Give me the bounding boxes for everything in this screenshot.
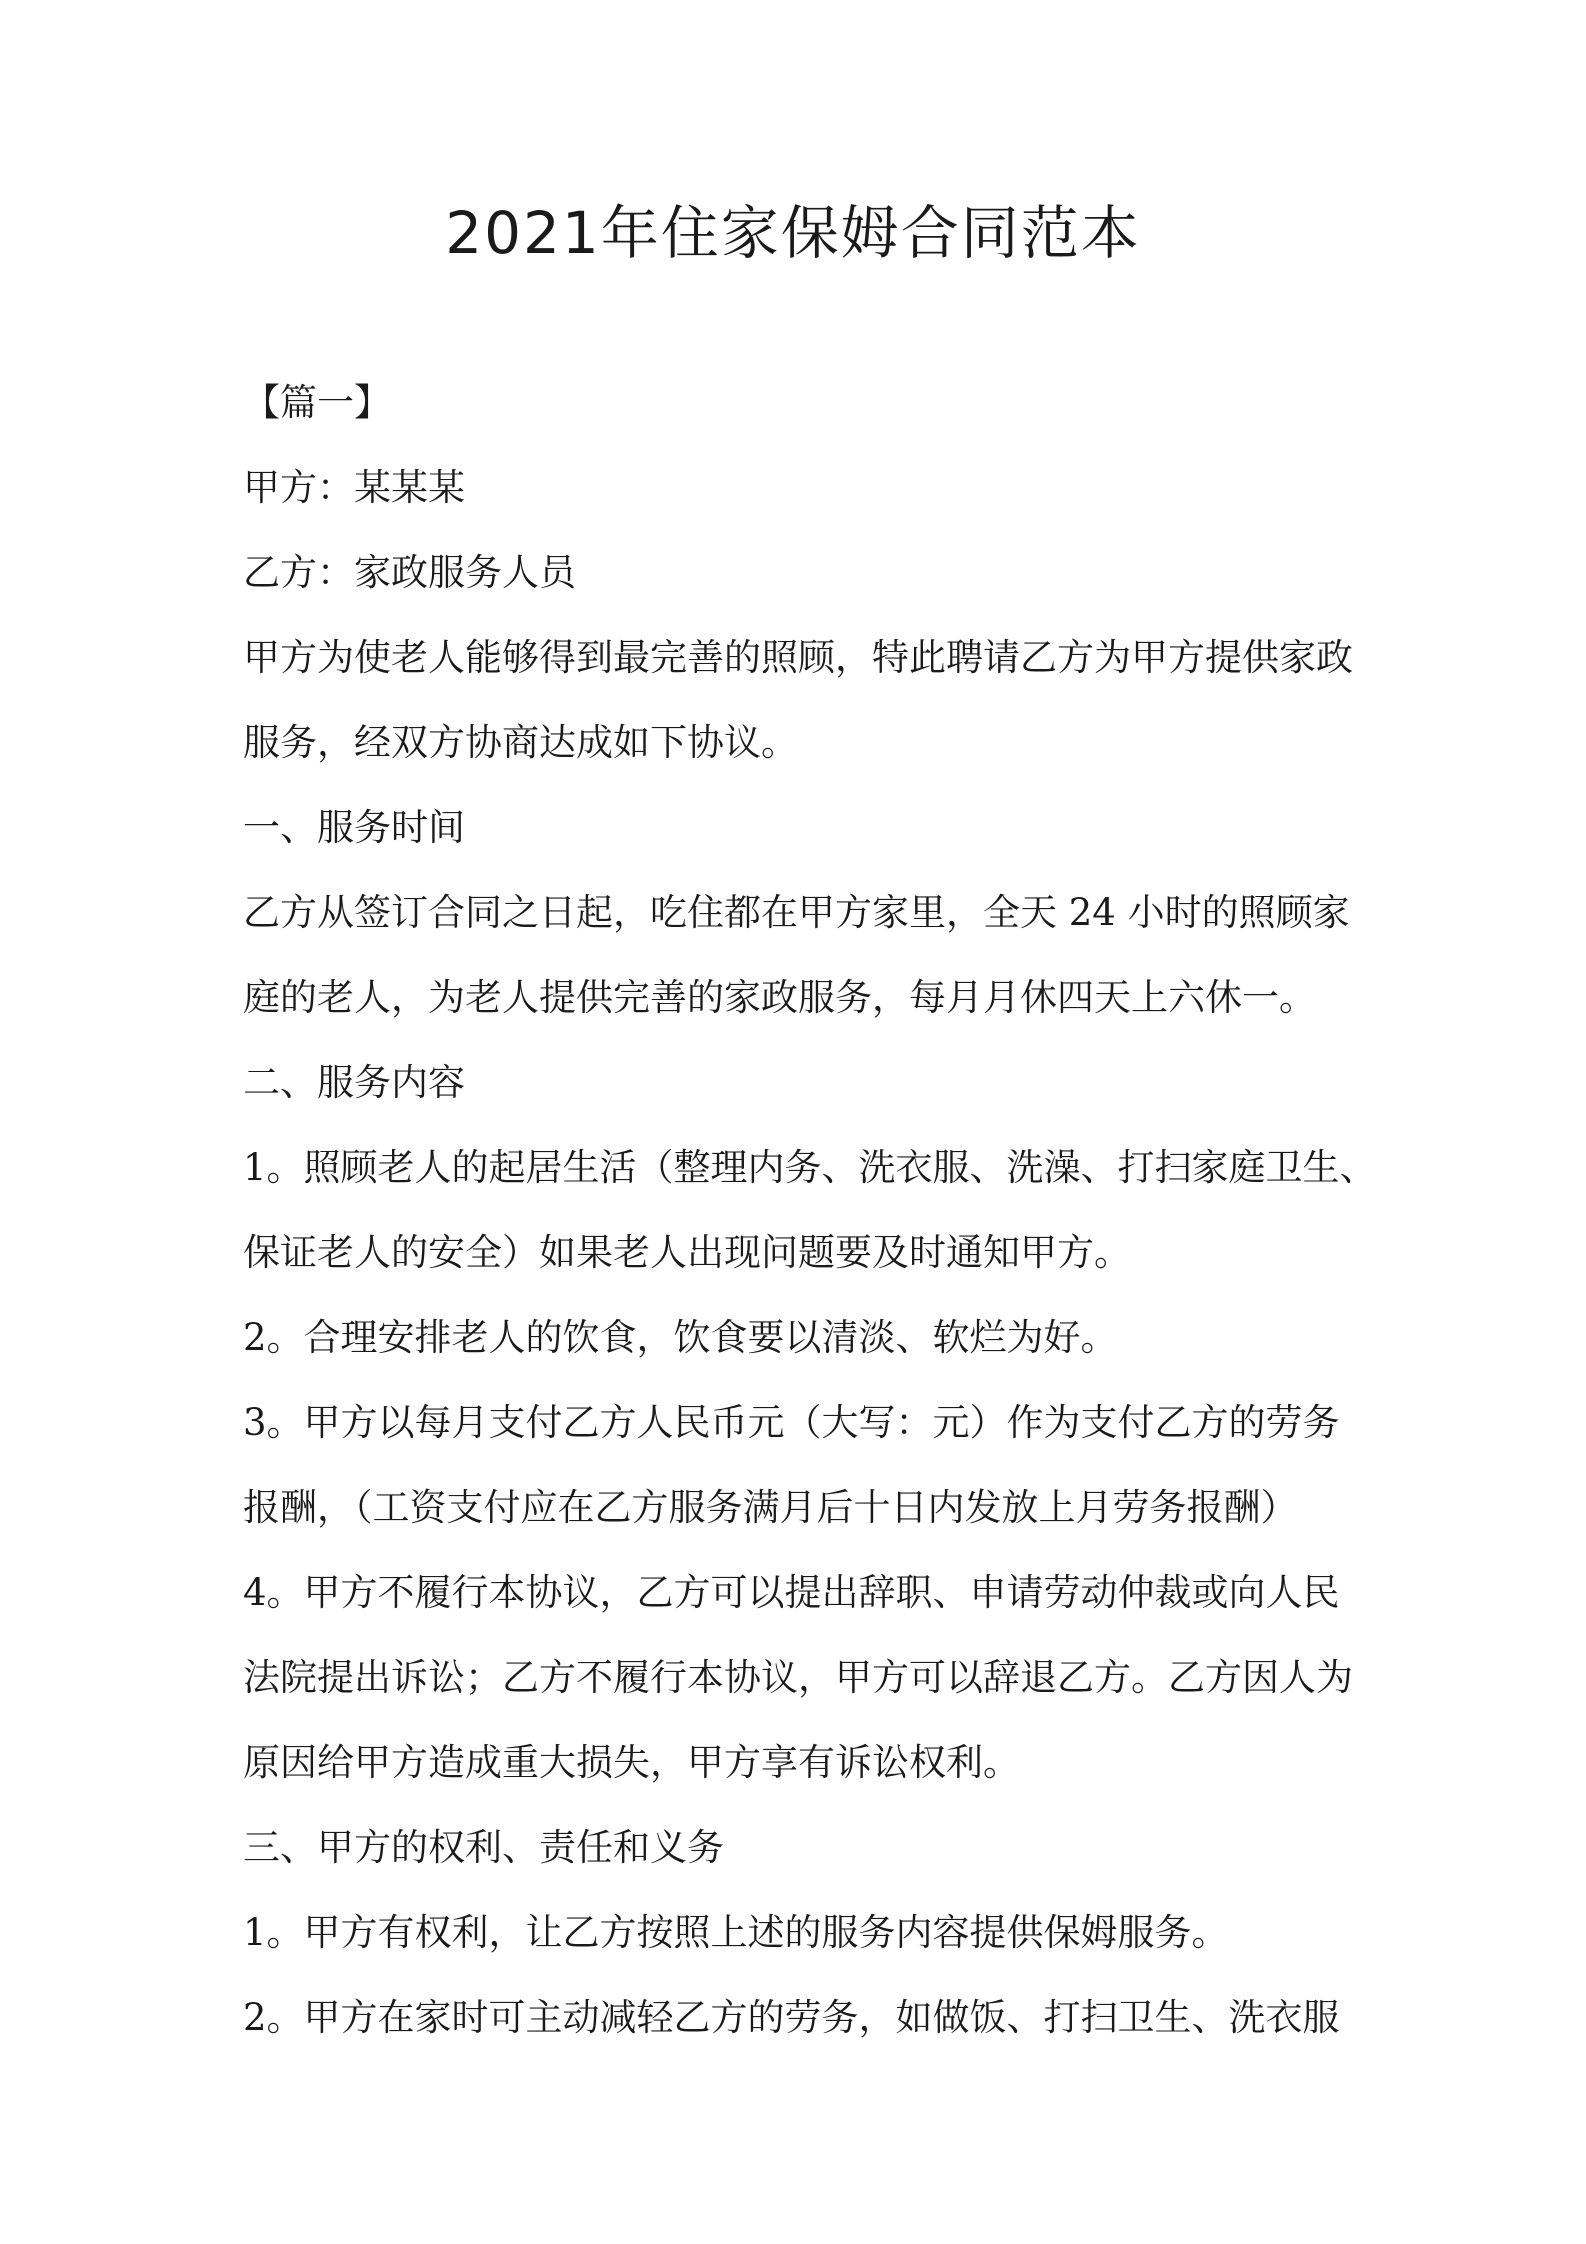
clause-line: 1。甲方有权利，让乙方按照上述的服务内容提供保姆服务。 bbox=[243, 1911, 1229, 1954]
section-heading: 一、服务时间 bbox=[243, 806, 465, 849]
party-a-line: 甲方：某某某 bbox=[243, 466, 465, 509]
paragraph-line: 庭的老人，为老人提供完善的家政服务，每月月休四天上六休一。 bbox=[243, 976, 1316, 1019]
party-b-line: 乙方：家政服务人员 bbox=[243, 551, 576, 594]
clause-line: 报酬，（工资支付应在乙方服务满月后十日内发放上月劳务报酬） bbox=[243, 1486, 1298, 1529]
paragraph-line: 乙方从签订合同之日起，吃住都在甲方家里，全天 24 小时的照顾家 bbox=[243, 891, 1350, 934]
document-body bbox=[243, 360, 1383, 2060]
section-heading: 三、甲方的权利、责任和义务 bbox=[243, 1826, 724, 1869]
clause-line: 3。甲方以每月支付乙方人民币元（大写：元）作为支付乙方的劳务 bbox=[243, 1401, 1340, 1444]
clause-line: 法院提出诉讼；乙方不履行本协议，甲方可以辞退乙方。乙方因人为 bbox=[243, 1656, 1353, 1699]
document-title: 2021年住家保姆合同范本 bbox=[445, 199, 1141, 267]
clause-line: 1。照顾老人的起居生活（整理内务、洗衣服、洗澡、打扫家庭卫生、 bbox=[243, 1146, 1377, 1189]
section-heading-part-one: 【篇一】 bbox=[243, 381, 391, 424]
clause-line: 2。合理安排老人的饮食，饮食要以清淡、软烂为好。 bbox=[243, 1316, 1118, 1359]
clause-line: 原因给甲方造成重大损失，甲方享有诉讼权利。 bbox=[243, 1741, 1020, 1784]
clause-line: 保证老人的安全）如果老人出现问题要及时通知甲方。 bbox=[243, 1231, 1131, 1274]
paragraph-line: 甲方为使老人能够得到最完善的照顾，特此聘请乙方为甲方提供家政 bbox=[243, 636, 1353, 679]
clause-line: 2。甲方在家时可主动减轻乙方的劳务，如做饭、打扫卫生、洗衣服 bbox=[243, 1996, 1340, 2039]
section-heading: 二、服务内容 bbox=[243, 1061, 465, 1104]
clause-line: 4。甲方不履行本协议，乙方可以提出辞职、申请劳动仲裁或向人民 bbox=[243, 1571, 1340, 1614]
paragraph-line: 服务，经双方协商达成如下协议。 bbox=[243, 721, 798, 764]
